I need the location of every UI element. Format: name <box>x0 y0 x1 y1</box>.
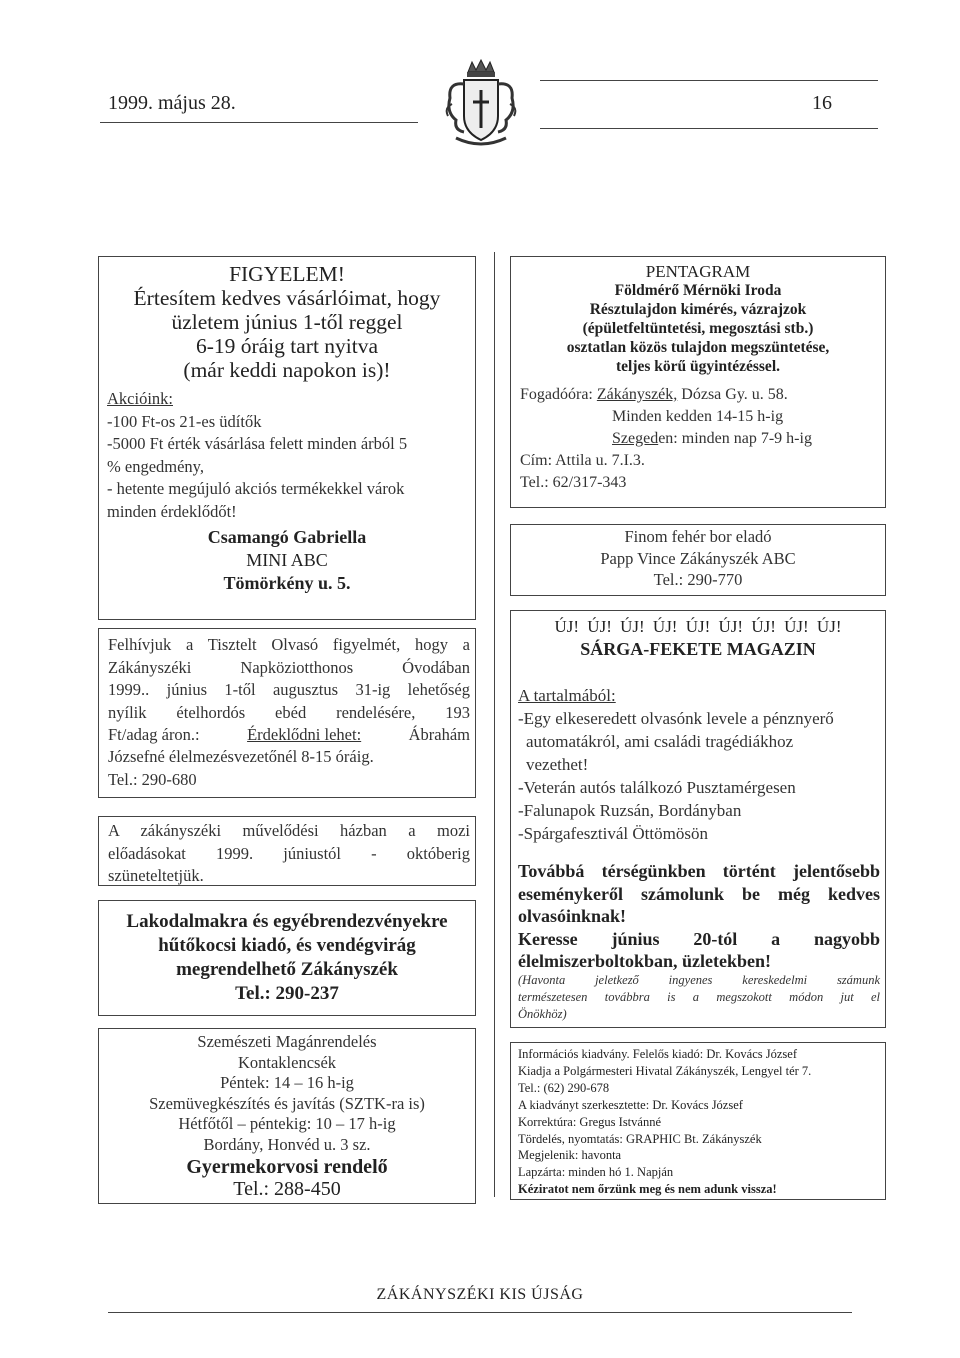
impresszum-line: Kiadja a Polgármesteri Hivatal Zákányszék, Lengyel tér 7. <box>518 1063 812 1078</box>
akcio-block <box>107 388 469 524</box>
impresszum-line: Tel.: (62) 290-678 <box>518 1080 610 1095</box>
signature-address: Tömörkény u. 5. <box>223 573 351 593</box>
pentagram-line: (épületfeltüntetési, megosztási stb.) <box>582 320 814 337</box>
pentagram-line: osztatlan közös tulajdon megszüntetése, <box>566 339 830 356</box>
page-number: 16 <box>812 92 832 114</box>
magazin-item: -Falunapok Ruzsán, Bordányban <box>518 801 742 820</box>
mozi-line: A zákányszéki művelődési házban a mozi <box>108 821 470 840</box>
figyelem-header <box>98 262 476 382</box>
ovoda-contact-label: Érdeklődni lehet: <box>247 725 362 744</box>
fogado-szeged-hours: en: minden nap 7-9 h-ig <box>658 430 812 447</box>
akcio-line: minden érdeklődőt! <box>107 501 237 521</box>
fogado-address: Dózsa Gy. u. 58. <box>681 386 788 403</box>
gyermekorvos: Gyermekorvosi rendelő <box>186 1156 388 1178</box>
fogado-label: Fogadóóra: <box>520 386 593 403</box>
ovoda-contact-name: Ábrahám <box>408 725 470 744</box>
magazin-tartalom-label: A tartalmából: <box>518 686 616 705</box>
ovoda-price: Ft/adag áron.: <box>108 725 200 744</box>
akcio-line: % engedmény, <box>107 456 204 476</box>
figyelem-line: Értesítem kedves vásárlóimat, hogy <box>133 286 441 310</box>
mozi-line: szüneteltetjük. <box>108 866 204 886</box>
figyelem-line: (már keddi napokon is)! <box>183 358 391 382</box>
figyelem-line: 6-19 óráig tart nyitva <box>195 334 379 358</box>
fogado-kedd: Minden kedden 14-15 h-ig <box>612 408 784 425</box>
mozi-text <box>108 820 470 888</box>
fogado-szeged: Szeged <box>612 430 659 447</box>
bor-line: Finom fehér bor eladó <box>624 527 772 546</box>
magazin-promo-line: Továbbá térségünkben történt jelentősebb <box>518 861 880 881</box>
header-rule-left <box>100 122 418 123</box>
bor-text <box>510 526 886 591</box>
lakodalom-tel: Tel.: 290-237 <box>235 983 339 1004</box>
mozi-line: előadásokat 1999. júniustól - októberig <box>108 843 470 863</box>
magazin-item: -Veterán autós találkozó Pusztamérgesen <box>518 778 796 797</box>
impresszum-line: Információs kiadvány. Felelős kiadó: Dr. Kovács József <box>518 1047 797 1061</box>
magazin-item: automatákról, ami családi tragédiákhoz <box>526 732 794 751</box>
figyelem-signature <box>98 526 476 595</box>
pentagram-line: Földmérő Mérnöki Iroda <box>614 282 782 299</box>
lakodalom-line: Lakodalmakra és egyébrendezvényekre <box>126 911 448 932</box>
impresszum-line: Megjelenik: havonta <box>518 1148 622 1163</box>
impresszum-line: Korrektúra: Gregus Istvánné <box>518 1114 662 1129</box>
magazin-promo-line: Keresse június 20-tól a nagyobb <box>518 928 880 949</box>
impresszum-line: Tördelés, nyomtatás: GRAPHIC Bt. Zákányszék <box>518 1131 762 1146</box>
lakodalom-line: hűtőkocsi kiadó, és vendégvirág <box>158 935 416 956</box>
magazin-item: vezethet! <box>526 755 589 774</box>
fogado-place: Zákányszék, <box>596 386 678 403</box>
pentagram-cim: Cím: Attila u. 7.I.3. <box>520 452 645 469</box>
pentagram-fogado <box>520 384 880 494</box>
szemeszet-line: Bordány, Honvéd u. 3 sz. <box>203 1134 371 1154</box>
ovoda-line: Felhívjuk a Tisztelt Olvasó figyelmét, hogy a <box>108 635 470 654</box>
szemeszet-line: Szemészeti Magánrendelés <box>197 1032 377 1051</box>
lakodalom-text <box>98 910 476 1006</box>
newspaper-title: ZÁKÁNYSZÉKI KIS ÚJSÁG <box>376 1286 584 1303</box>
pentagram-line: Résztulajdon kimérés, vázrajzok <box>589 301 807 318</box>
akcio-line: -100 Ft-os 21-es üdítők <box>107 411 262 431</box>
magazin-note-line: (Havonta jeletkező ingyenes kereskedelmi számunk <box>518 973 880 987</box>
impresszum-disclaimer: Kéziratot nem őrzünk meg és nem adunk vissza! <box>518 1182 777 1197</box>
akcio-line: - hetente megújuló akciós termékekkel várok <box>107 479 405 499</box>
footer-rule <box>108 1312 852 1313</box>
magazin-promo <box>518 860 880 973</box>
magazin-promo-line: élelmiszerboltokban, üzletekben! <box>518 951 771 971</box>
magazin-uj: ÚJ! ÚJ! ÚJ! ÚJ! ÚJ! ÚJ! ÚJ! ÚJ! ÚJ! <box>554 617 842 636</box>
header-rule-right <box>540 128 878 129</box>
ovoda-line: nyílik ételhordós ebéd rendelésére, 193 <box>108 702 470 722</box>
pentagram-header <box>510 262 886 376</box>
signature-shop: MINI ABC <box>246 550 328 570</box>
ovoda-text <box>108 634 470 724</box>
szemeszet-line: Szemüvegkészítés és javítás (SZTK-ra is) <box>149 1093 425 1113</box>
pentagram-line: teljes körű ügyintézéssel. <box>615 358 780 375</box>
magazin-contents <box>518 684 880 845</box>
magazin-note-line: természetesen továbbra is a megszokott módon jut el <box>518 990 880 1004</box>
ovoda-line: 1999.. június 1-től augusztus 31-ig lehetőség <box>108 680 470 700</box>
pentagram-title: PENTAGRAM <box>645 262 751 281</box>
magazin-note-line: Önökhöz) <box>518 1007 567 1021</box>
szemeszet-line: Péntek: 14 – 16 h-ig <box>220 1073 354 1093</box>
szemeszet-line: Kontaklencsék <box>237 1052 337 1072</box>
figyelem-line: üzletem június 1-től reggel <box>171 310 403 334</box>
column-divider <box>494 252 495 1197</box>
impresszum-line: Lapzárta: minden hó 1. Napján <box>518 1165 674 1180</box>
ovoda-line: Józsefné élelmezésvezetőnél 8-15 óráig. <box>108 747 374 766</box>
szemeszet-line: Hétfőtől – péntekig: 10 – 17 h-ig <box>178 1114 396 1134</box>
magazin-note <box>518 972 880 1023</box>
magazin-item: -Spárgafesztivál Öttömösön <box>518 824 708 843</box>
akcio-label: Akcióink: <box>107 389 173 408</box>
akcio-line: -5000 Ft érték vásárlása felett minden árból 5 <box>107 434 408 454</box>
szemeszet-text <box>98 1032 476 1156</box>
lakodalom-line: megrendelhető Zákányszék <box>176 959 398 980</box>
bor-line: Papp Vince Zákányszék ABC <box>600 548 796 568</box>
magazin-promo-line: olvasóinknak! <box>518 906 627 926</box>
impresszum-text <box>518 1046 882 1198</box>
ovoda-tel: Tel.: 290-680 <box>108 769 197 789</box>
bor-tel: Tel.: 290-770 <box>653 570 743 589</box>
figyelem-title: FIGYELEM! <box>229 262 345 286</box>
signature-name: Csamangó Gabriella <box>207 527 367 547</box>
pentagram-tel: Tel.: 62/317-343 <box>520 474 627 491</box>
impresszum-line: A kiadványt szerkesztette: Dr. Kovács József <box>518 1097 743 1112</box>
ovoda-line: Zákányszéki Napköziotthonos Óvodában <box>108 657 470 677</box>
magazin-item: -Egy elkeseredett olvasónk levele a pénznyerő <box>518 709 834 728</box>
ovoda-line-5 <box>108 724 470 747</box>
gyermekorvos-tel: Tel.: 288-450 <box>233 1178 341 1200</box>
ovoda-tail <box>108 746 470 791</box>
header-rule-right-top <box>540 80 878 81</box>
issue-date: 1999. május 28. <box>108 92 236 114</box>
magazin-promo-line: eseménykeről számolunk be még kedves <box>518 883 880 904</box>
magazin-title: SÁRGA-FEKETE MAGAZIN <box>580 639 816 659</box>
coat-of-arms-logo <box>438 58 524 152</box>
